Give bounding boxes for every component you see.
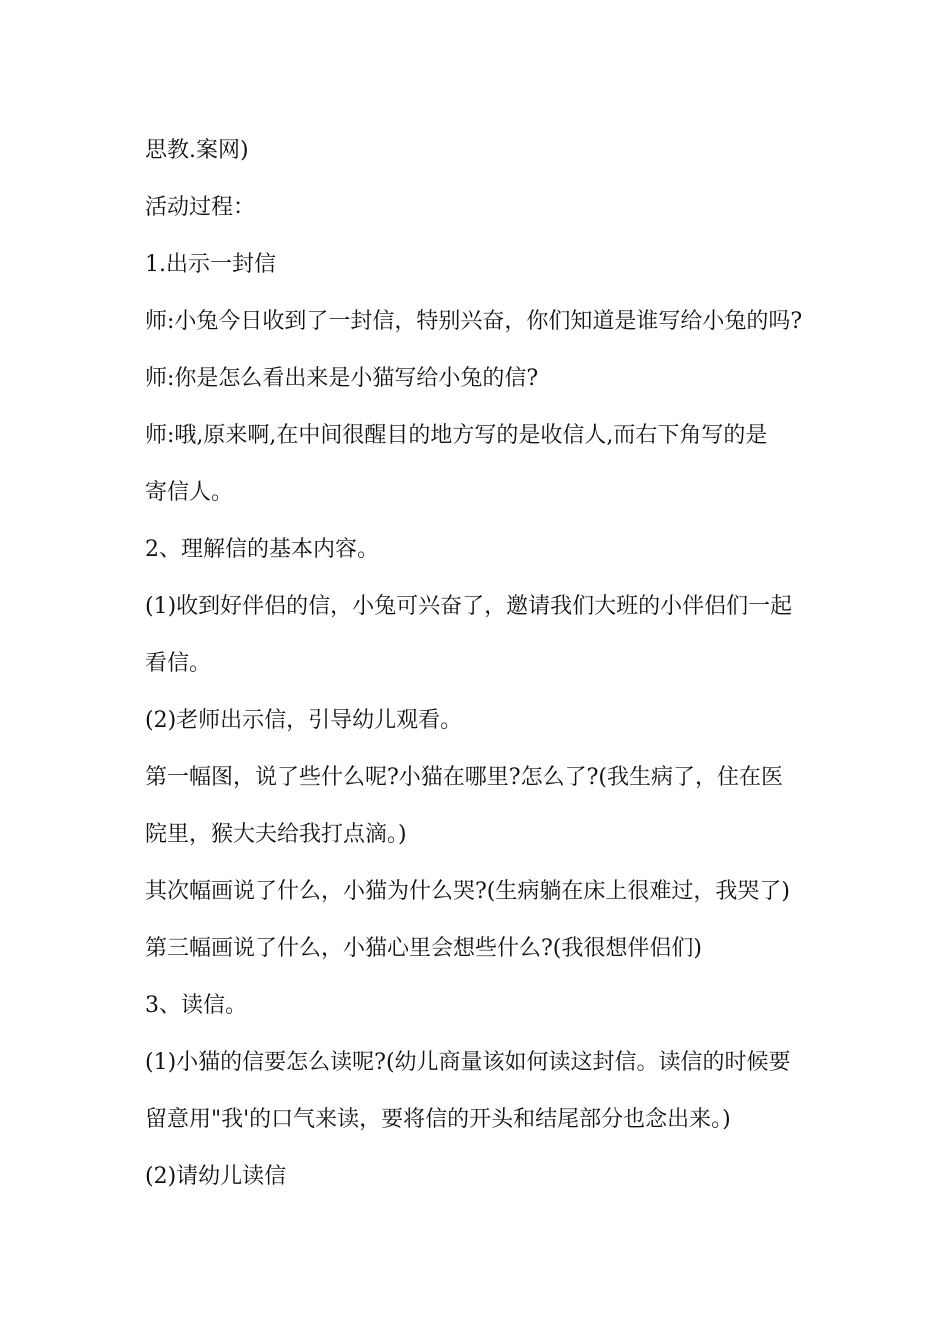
text-line-item-3-1-cont: 留意用"我'的口气来读，要将信的开头和结尾部分也念出来。) [145, 1107, 731, 1132]
text-line-picture-1-cont: 院里，猴大夫给我打点滴。) [145, 822, 407, 847]
text-line-step-3: 3、读信。 [145, 993, 247, 1018]
text-line-picture-2: 其次幅画说了什么，小猫为什么哭?(生病躺在床上很难过，我哭了) [145, 879, 790, 904]
text-line-teacher-3: 师:哦,原来啊,在中间很醒目的地方写的是收信人,而右下角写的是 [145, 423, 768, 448]
text-line-section-heading: 活动过程： [145, 195, 256, 220]
text-line-step-1: 1.出示一封信 [145, 252, 276, 277]
text-line-teacher-3-cont: 寄信人。 [145, 480, 234, 505]
text-line-item-2-2: (2)老师出示信，引导幼儿观看。 [145, 708, 463, 733]
text-line-source-note: 思教.案网) [145, 138, 249, 163]
text-line-item-2-1: (1)收到好伴侣的信，小兔可兴奋了，邀请我们大班的小伴侣们一起 [145, 594, 793, 619]
text-line-picture-1: 第一幅图，说了些什么呢?小猫在哪里?怎么了?(我生病了，住在医 [145, 765, 783, 790]
text-line-item-2-1-cont: 看信。 [145, 651, 212, 676]
text-line-item-3-1: (1)小猫的信要怎么读呢?(幼儿商量该如何读这封信。读信的时候要 [145, 1050, 791, 1075]
text-line-teacher-2: 师:你是怎么看出来是小猫写给小兔的信? [145, 366, 539, 391]
text-line-picture-3: 第三幅画说了什么，小猫心里会想些什么?(我很想伴侣们) [145, 936, 702, 961]
text-line-item-3-2: (2)请幼儿读信 [145, 1164, 287, 1189]
text-line-teacher-1: 师:小兔今日收到了一封信，特别兴奋，你们知道是谁写给小兔的吗? [145, 309, 803, 334]
text-line-step-2: 2、理解信的基本内容。 [145, 537, 379, 562]
